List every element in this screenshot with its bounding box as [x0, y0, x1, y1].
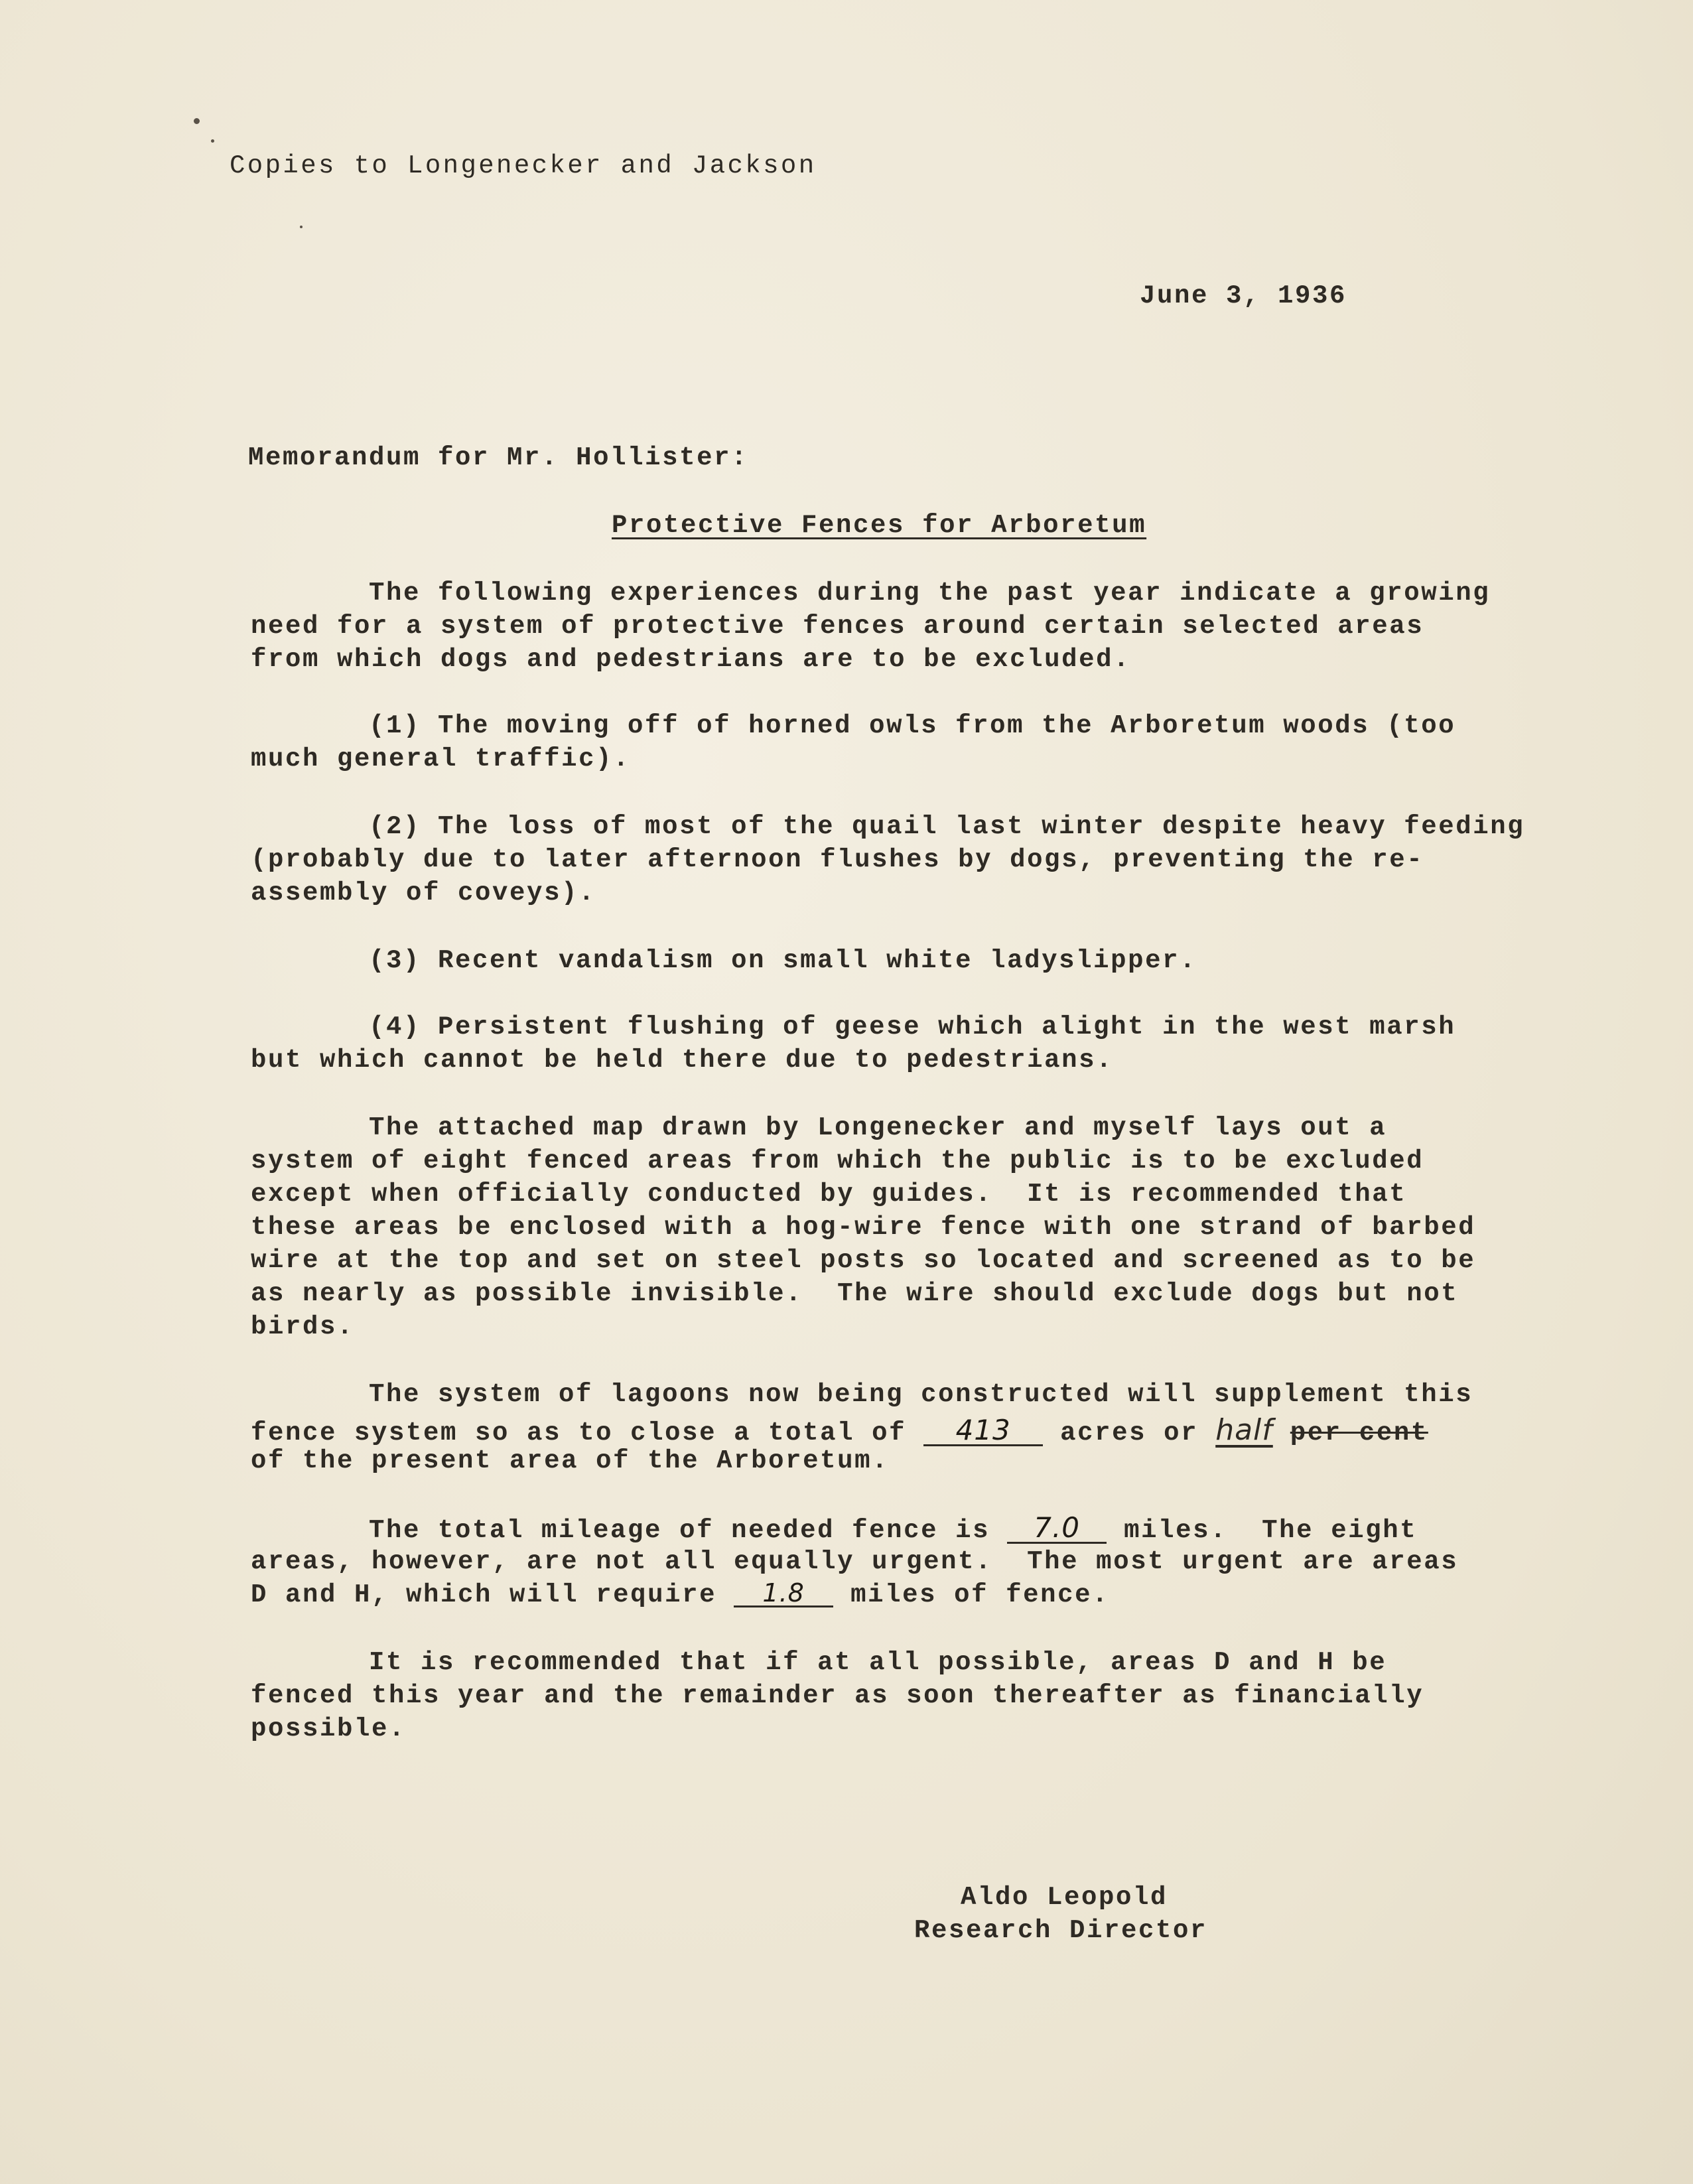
- ink-speck: [300, 226, 303, 228]
- text-line: The attached map drawn by Longenecker and myself lays out a: [369, 1113, 1387, 1142]
- list-item: assembly of coveys).: [251, 878, 596, 908]
- salutation: Memorandum for Mr. Hollister:: [248, 443, 749, 472]
- text-line: [251, 1413, 1428, 1448]
- text-line: possible.: [251, 1714, 407, 1743]
- ink-speck: [194, 118, 200, 124]
- list-item: (2) The loss of most of the quail last winter despite heavy feeding: [369, 812, 1525, 841]
- text-line: [369, 1511, 1418, 1545]
- list-item: much general traffic).: [251, 744, 631, 774]
- text-line: wire at the top and set on steel posts so located and screened as to be: [251, 1246, 1476, 1275]
- text-line: The system of lagoons now being constructed will supplement this: [369, 1380, 1473, 1409]
- text-line: system of eight fenced areas from which the public is to be excluded: [251, 1146, 1424, 1176]
- list-item: (4) Persistent flushing of geese which alight in the west marsh: [369, 1012, 1456, 1042]
- text-line: birds.: [251, 1312, 355, 1341]
- struck-text: per cent: [1290, 1418, 1428, 1448]
- text-segment: D and H, which will require: [251, 1580, 734, 1609]
- text-line: fenced this year and the remainder as soon thereafter as financially: [251, 1681, 1424, 1710]
- text-line: The following experiences during the past year indicate a growing: [369, 579, 1491, 608]
- memo-title: Protective Fences for Arboretum: [612, 511, 1147, 540]
- handwritten-fraction: half: [1215, 1413, 1273, 1447]
- text-line: these areas be enclosed with a hog-wire fence with one strand of barbed: [251, 1213, 1476, 1242]
- text-segment: miles of fence.: [833, 1580, 1110, 1609]
- text-line: It is recommended that if at all possible, areas D and H be: [369, 1648, 1387, 1677]
- signature-role: Research Director: [914, 1916, 1208, 1945]
- total-miles-fill-blank: 7.0: [1007, 1514, 1107, 1544]
- list-item: (3) Recent vandalism on small white ladyslipper.: [369, 946, 1197, 975]
- text-line: from which dogs and pedestrians are to be excluded.: [251, 645, 1131, 674]
- text-line: [251, 1580, 1109, 1609]
- ink-speck: [211, 139, 214, 143]
- urgent-miles-fill-blank: 1.8: [734, 1580, 833, 1607]
- text-segment: fence system so as to close a total of: [251, 1418, 924, 1448]
- signature-name: Aldo Leopold: [961, 1883, 1168, 1912]
- acres-fill-blank: 413: [923, 1416, 1043, 1446]
- list-item: (probably due to later afternoon flushes by dogs, preventing the re-: [251, 845, 1424, 874]
- copies-note: Copies to Longenecker and Jackson: [230, 151, 817, 180]
- text-line: as nearly as possible invisible. The wire should exclude dogs but not: [251, 1279, 1459, 1308]
- text-line: areas, however, are not all equally urgent. The most urgent are areas: [251, 1547, 1459, 1576]
- list-item: (1) The moving off of horned owls from the Arboretum woods (too: [369, 711, 1456, 740]
- text-line: need for a system of protective fences around certain selected areas: [251, 612, 1424, 641]
- text-line: except when officially conducted by guides. It is recommended that: [251, 1180, 1407, 1209]
- memo-date: June 3, 1936: [1140, 281, 1347, 310]
- text-line: of the present area of the Arboretum.: [251, 1446, 890, 1475]
- text-segment: acres or: [1043, 1418, 1216, 1448]
- text-segment: The total mileage of needed fence is: [369, 1516, 1008, 1545]
- text-segment: miles. The eight: [1107, 1516, 1418, 1545]
- list-item: but which cannot be held there due to pedestrians.: [251, 1046, 1114, 1075]
